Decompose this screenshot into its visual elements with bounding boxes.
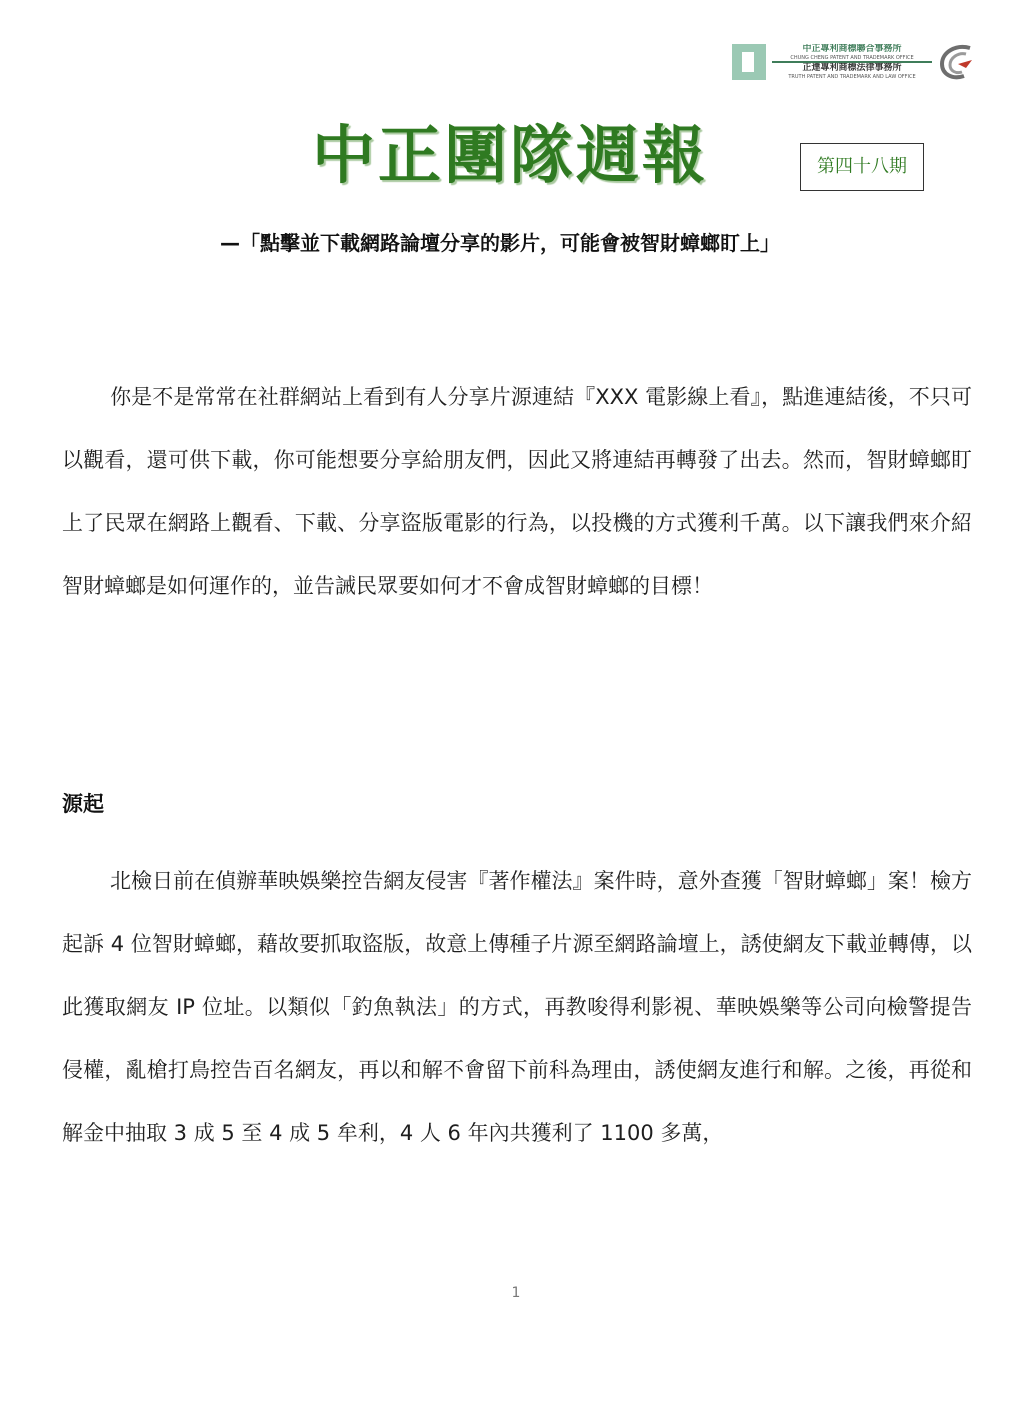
page-number: 1 bbox=[511, 1285, 521, 1301]
section-heading: 源起 bbox=[62, 792, 104, 816]
section-paragraph-text: 北檢日前在偵辦華映娛樂控告網友侵害『著作權法』案件時，意外查獲「智財蟑螂」案！檢方起訴 4 位智財蟑螂，藉故要抓取盜版，故意上傳種子片源至網路論壇上，誘使網友下載並轉傳，以此獲取網友 IP 位址。以類似「釣魚執法」的方式，再教唆得利影視、華映娛樂等公司向檢警提告侵權，亂槍打鳥控告百名網友，再以和解不會留下前科為理由，誘使網友進行和解。之後，再從和解金中抽取 3 成 5 至 4 成 5 牟利，4 人 6 年內共獲利了 1100 多萬， bbox=[62, 869, 972, 1145]
logo-swoosh-icon bbox=[936, 42, 974, 82]
issue-number-badge: 第四十八期 bbox=[800, 143, 924, 191]
logo-name-line2-en: TRUTH PATENT AND TRADEMARK AND LAW OFFICE bbox=[788, 74, 916, 80]
logo-block-icon bbox=[732, 44, 766, 80]
intro-paragraph-text: 你是不是常常在社群網站上看到有人分享片源連結『XXX 電影線上看』，點進連結後，不只可以觀看，還可供下載，你可能想要分享給朋友們，因此又將連結再轉發了出去。然而，智財蟑螂盯上了民眾在網路上觀看、下載、分享盜版電影的行為，以投機的方式獲利千萬。以下讓我們來介紹智財蟑螂是如何運作的，並告誡民眾要如何才不會成智財蟑螂的目標！ bbox=[62, 385, 972, 598]
newsletter-title: 中正團隊週報 bbox=[312, 119, 708, 192]
intro-paragraph bbox=[62, 366, 972, 618]
firm-logo bbox=[732, 42, 974, 82]
logo-name-line2: 正達專利商標法律事務所 bbox=[802, 63, 902, 73]
logo-name-line1-en: CHUNG CHENG PATENT AND TRADEMARK OFFICE bbox=[790, 55, 914, 61]
logo-name-line1: 中正專利商標聯合事務所 bbox=[802, 44, 902, 54]
article-subtitle: —「點擊並下載網路論壇分享的影片，可能會被智財蟑螂盯上」 bbox=[220, 231, 780, 255]
section-paragraph bbox=[62, 850, 972, 1165]
